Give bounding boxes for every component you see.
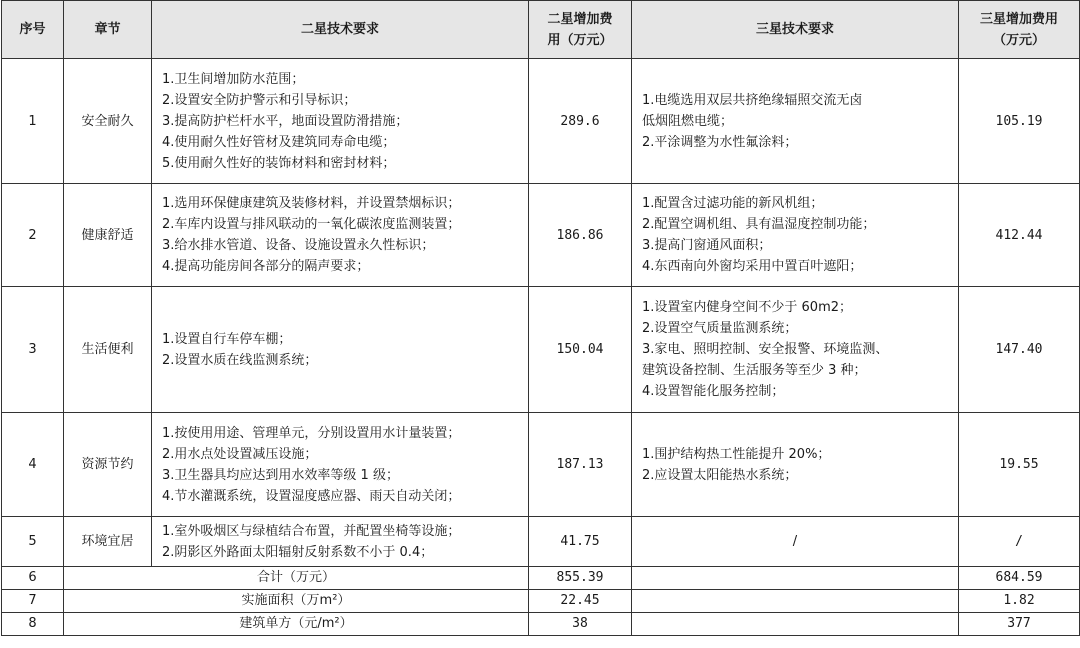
- row-index: 5: [2, 517, 64, 567]
- three-star-total: 684.59: [959, 567, 1080, 590]
- row-chapter: 生活便利: [64, 287, 152, 413]
- three-star-requirements: [632, 287, 959, 413]
- summary-label: 建筑单方（元/m²）: [64, 613, 529, 636]
- list-item: 2.设置安全防护警示和引导标识；: [162, 92, 357, 108]
- two-star-total: 855.39: [529, 567, 632, 590]
- list-item: 1.室外吸烟区与绿植结合布置，并配置坐椅等设施；: [162, 523, 461, 539]
- header-index: 序号: [2, 1, 64, 59]
- list-item: 2.阴影区外路面太阳辐射反射系数不小于 0.4；: [162, 544, 434, 560]
- empty-cell: [632, 613, 959, 636]
- list-item: 2.平涂调整为水性氟涂料；: [642, 134, 798, 150]
- two-star-cost: 41.75: [529, 517, 632, 567]
- header-two-star-cost-line1: 二星增加费: [547, 11, 613, 27]
- row-chapter: 环境宜居: [64, 517, 152, 567]
- list-item: 1.配置含过滤功能的新风机组；: [642, 196, 824, 211]
- list-item: 5.使用耐久性好的装饰材料和密封材料；: [162, 155, 396, 171]
- summary-label: 实施面积（万m²）: [64, 590, 529, 613]
- empty-cell: [632, 567, 959, 590]
- table-row: [2, 287, 1080, 413]
- two-star-requirements: [152, 413, 529, 517]
- row-chapter: 健康舒适: [64, 184, 152, 287]
- list-item: 3.提高门窗通风面积；: [642, 238, 772, 253]
- header-three-star-cost-line2: （万元）: [992, 32, 1045, 48]
- three-star-cost: 19.55: [959, 413, 1080, 517]
- list-item: 低烟阻燃电缆；: [642, 113, 734, 129]
- list-item: 4.提高功能房间各部分的隔声要求；: [162, 259, 370, 274]
- two-star-unit-cost: 38: [529, 613, 632, 636]
- list-item: 3.提高防护栏杆水平，地面设置防滑措施；: [162, 113, 409, 129]
- three-star-requirements: /: [632, 517, 959, 567]
- cost-comparison-table: [1, 0, 1080, 636]
- two-star-area: 22.45: [529, 590, 632, 613]
- two-star-cost: 186.86: [529, 184, 632, 287]
- list-item: 建筑设备控制、生活服务等至少 3 种；: [642, 363, 867, 378]
- two-star-requirements: [152, 184, 529, 287]
- list-item: 2.配置空调机组、具有温湿度控制功能；: [642, 217, 876, 232]
- list-item: 1.电缆选用双层共挤绝缘辐照交流无卤: [642, 92, 863, 108]
- list-item: 2.应设置太阳能热水系统；: [642, 467, 798, 483]
- row-chapter: 资源节约: [64, 413, 152, 517]
- empty-cell: [632, 590, 959, 613]
- row-index: 2: [2, 184, 64, 287]
- summary-row-unit-cost: [2, 613, 1080, 636]
- header-two-star-cost-line2: 用（万元）: [547, 32, 613, 48]
- header-chapter: 章节: [64, 1, 152, 59]
- header-two-star-cost: [529, 1, 632, 59]
- row-index: 7: [2, 590, 64, 613]
- two-star-cost: 150.04: [529, 287, 632, 413]
- table-row: [2, 413, 1080, 517]
- three-star-requirements: [632, 59, 959, 184]
- list-item: 3.家电、照明控制、安全报警、环境监测、: [642, 342, 889, 357]
- table-row: [2, 59, 1080, 184]
- list-item: 4.设置智能化服务控制；: [642, 384, 785, 399]
- list-item: 2.车库内设置与排风联动的一氧化碳浓度监测装置；: [162, 217, 461, 232]
- list-item: 1.卫生间增加防水范围；: [162, 71, 305, 87]
- three-star-area: 1.82: [959, 590, 1080, 613]
- header-two-star-requirements: 二星技术要求: [152, 1, 529, 59]
- summary-row-area: [2, 590, 1080, 613]
- list-item: 2.设置空气质量监测系统；: [642, 321, 798, 336]
- list-item: 3.卫生器具均应达到用水效率等级 1 级；: [162, 467, 399, 483]
- header-three-star-cost-line1: 三星增加费用: [979, 11, 1058, 27]
- list-item: 1.围护结构热工性能提升 20%；: [642, 446, 831, 462]
- row-index: 4: [2, 413, 64, 517]
- row-index: 1: [2, 59, 64, 184]
- list-item: 1.设置自行车停车棚；: [162, 331, 292, 347]
- three-star-cost: 412.44: [959, 184, 1080, 287]
- row-index: 3: [2, 287, 64, 413]
- list-item: 4.东西南向外窗均采用中置百叶遮阳；: [642, 259, 863, 274]
- list-item: 1.选用环保健康建筑及装修材料，并设置禁烟标识；: [162, 196, 461, 211]
- two-star-cost: 187.13: [529, 413, 632, 517]
- three-star-unit-cost: 377: [959, 613, 1080, 636]
- row-index: 6: [2, 567, 64, 590]
- three-star-requirements: [632, 413, 959, 517]
- two-star-requirements: [152, 59, 529, 184]
- two-star-requirements: [152, 287, 529, 413]
- three-star-cost: 105.19: [959, 59, 1080, 184]
- row-chapter: 安全耐久: [64, 59, 152, 184]
- header-three-star-cost: [959, 1, 1080, 59]
- summary-label: 合计（万元）: [64, 567, 529, 590]
- list-item: 2.设置水质在线监测系统；: [162, 352, 318, 368]
- list-item: 3.给水排水管道、设备、设施设置永久性标识；: [162, 238, 435, 253]
- list-item: 4.使用耐久性好管材及建筑同寿命电缆；: [162, 134, 396, 150]
- list-item: 1.设置室内健身空间不少于 60m2；: [642, 300, 853, 315]
- list-item: 4.节水灌溉系统，设置湿度感应器、雨天自动关闭；: [162, 488, 461, 504]
- three-star-cost: 147.40: [959, 287, 1080, 413]
- table-row: [2, 517, 1080, 567]
- three-star-requirements: [632, 184, 959, 287]
- two-star-requirements: [152, 517, 529, 567]
- summary-row-total: [2, 567, 1080, 590]
- two-star-cost: 289.6: [529, 59, 632, 184]
- header-row: [2, 1, 1080, 59]
- three-star-cost: /: [959, 517, 1080, 567]
- list-item: 2.用水点处设置减压设施；: [162, 446, 318, 462]
- header-three-star-requirements: 三星技术要求: [632, 1, 959, 59]
- table-row: [2, 184, 1080, 287]
- row-index: 8: [2, 613, 64, 636]
- list-item: 1.按使用用途、管理单元，分别设置用水计量装置；: [162, 425, 461, 441]
